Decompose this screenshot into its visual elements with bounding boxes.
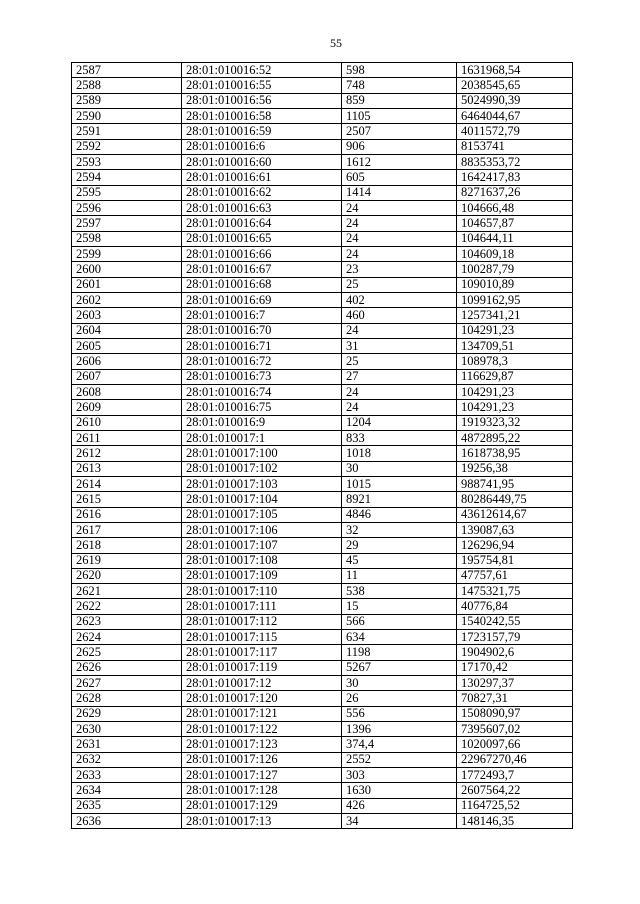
row-number-cell: 2594 — [72, 170, 182, 185]
cadastral-value-cell: 1618738,95 — [457, 446, 573, 461]
cadastral-number-cell: 28:01:010016:63 — [182, 200, 342, 215]
area-cell: 24 — [342, 200, 457, 215]
table-row — [72, 768, 573, 783]
area-cell: 24 — [342, 246, 457, 261]
cadastral-value-cell: 126296,94 — [457, 538, 573, 553]
cadastral-number-cell: 28:01:010017:129 — [182, 798, 342, 813]
area-cell: 30 — [342, 676, 457, 691]
area-cell: 24 — [342, 400, 457, 415]
cadastral-value-cell: 104291,23 — [457, 384, 573, 399]
cadastral-number-cell: 28:01:010017:126 — [182, 752, 342, 767]
table-row — [72, 216, 573, 231]
cadastral-number-cell: 28:01:010016:72 — [182, 354, 342, 369]
row-number-cell: 2633 — [72, 768, 182, 783]
cadastral-number-cell: 28:01:010017:109 — [182, 568, 342, 583]
area-cell: 25 — [342, 277, 457, 292]
cadastral-number-cell: 28:01:010016:68 — [182, 277, 342, 292]
area-cell: 1396 — [342, 722, 457, 737]
cadastral-number-cell: 28:01:010016:52 — [182, 63, 342, 78]
cadastral-value-cell: 104666,48 — [457, 200, 573, 215]
cadastral-value-cell: 17170,42 — [457, 660, 573, 675]
area-cell: 8921 — [342, 492, 457, 507]
table-row — [72, 308, 573, 323]
area-cell: 45 — [342, 553, 457, 568]
row-number-cell: 2605 — [72, 338, 182, 353]
cadastral-value-cell: 109010,89 — [457, 277, 573, 292]
table-row — [72, 292, 573, 307]
cadastral-value-cell: 2607564,22 — [457, 783, 573, 798]
cadastral-number-cell: 28:01:010016:67 — [182, 262, 342, 277]
area-cell: 24 — [342, 231, 457, 246]
table-row — [72, 660, 573, 675]
cadastral-number-cell: 28:01:010016:55 — [182, 78, 342, 93]
row-number-cell: 2618 — [72, 538, 182, 553]
table-row — [72, 752, 573, 767]
area-cell: 1015 — [342, 476, 457, 491]
cadastral-value-cell: 1475321,75 — [457, 584, 573, 599]
table-row — [72, 93, 573, 108]
area-cell: 1612 — [342, 154, 457, 169]
cadastral-value-cell: 104657,87 — [457, 216, 573, 231]
area-cell: 2507 — [342, 124, 457, 139]
table-row — [72, 691, 573, 706]
row-number-cell: 2630 — [72, 722, 182, 737]
row-number-cell: 2607 — [72, 369, 182, 384]
row-number-cell: 2616 — [72, 507, 182, 522]
row-number-cell: 2595 — [72, 185, 182, 200]
row-number-cell: 2598 — [72, 231, 182, 246]
cadastral-value-cell: 1723157,79 — [457, 630, 573, 645]
cadastral-value-cell: 1631968,54 — [457, 63, 573, 78]
cadastral-number-cell: 28:01:010016:66 — [182, 246, 342, 261]
area-cell: 24 — [342, 216, 457, 231]
row-number-cell: 2624 — [72, 630, 182, 645]
table-row — [72, 369, 573, 384]
area-cell: 24 — [342, 323, 457, 338]
area-cell: 748 — [342, 78, 457, 93]
cadastral-value-cell: 19256,38 — [457, 461, 573, 476]
table-row — [72, 277, 573, 292]
cadastral-number-cell: 28:01:010016:69 — [182, 292, 342, 307]
cadastral-number-cell: 28:01:010017:112 — [182, 614, 342, 629]
area-cell: 34 — [342, 814, 457, 829]
cadastral-number-cell: 28:01:010017:119 — [182, 660, 342, 675]
table-row — [72, 338, 573, 353]
cadastral-value-cell: 47757,61 — [457, 568, 573, 583]
row-number-cell: 2603 — [72, 308, 182, 323]
cadastral-value-cell: 104644,11 — [457, 231, 573, 246]
row-number-cell: 2591 — [72, 124, 182, 139]
row-number-cell: 2625 — [72, 645, 182, 660]
cadastral-number-cell: 28:01:010017:13 — [182, 814, 342, 829]
row-number-cell: 2608 — [72, 384, 182, 399]
row-number-cell: 2599 — [72, 246, 182, 261]
area-cell: 15 — [342, 599, 457, 614]
table-row — [72, 415, 573, 430]
table-row — [72, 645, 573, 660]
row-number-cell: 2636 — [72, 814, 182, 829]
table-row — [72, 568, 573, 583]
cadastral-number-cell: 28:01:010016:58 — [182, 108, 342, 123]
area-cell: 24 — [342, 384, 457, 399]
cadastral-number-cell: 28:01:010017:100 — [182, 446, 342, 461]
row-number-cell: 2623 — [72, 614, 182, 629]
cadastral-value-cell: 130297,37 — [457, 676, 573, 691]
cadastral-number-cell: 28:01:010017:108 — [182, 553, 342, 568]
table-row — [72, 430, 573, 445]
cadastral-value-cell: 1020097,66 — [457, 737, 573, 752]
table-row — [72, 323, 573, 338]
cadastral-number-cell: 28:01:010016:7 — [182, 308, 342, 323]
cadastral-number-cell: 28:01:010017:123 — [182, 737, 342, 752]
cadastral-value-cell: 2038545,65 — [457, 78, 573, 93]
cadastral-number-cell: 28:01:010016:62 — [182, 185, 342, 200]
table-row — [72, 139, 573, 154]
cadastral-number-cell: 28:01:010017:122 — [182, 722, 342, 737]
cadastral-value-cell: 4872895,22 — [457, 430, 573, 445]
area-cell: 556 — [342, 706, 457, 721]
row-number-cell: 2632 — [72, 752, 182, 767]
cadastral-value-cell: 7395607,02 — [457, 722, 573, 737]
area-cell: 1630 — [342, 783, 457, 798]
cadastral-number-cell: 28:01:010017:110 — [182, 584, 342, 599]
area-cell: 605 — [342, 170, 457, 185]
row-number-cell: 2617 — [72, 522, 182, 537]
cadastral-number-cell: 28:01:010016:64 — [182, 216, 342, 231]
row-number-cell: 2611 — [72, 430, 182, 445]
area-cell: 5267 — [342, 660, 457, 675]
area-cell: 32 — [342, 522, 457, 537]
table-row — [72, 630, 573, 645]
row-number-cell: 2590 — [72, 108, 182, 123]
cadastral-number-cell: 28:01:010016:56 — [182, 93, 342, 108]
area-cell: 833 — [342, 430, 457, 445]
cadastral-number-cell: 28:01:010017:120 — [182, 691, 342, 706]
cadastral-number-cell: 28:01:010016:9 — [182, 415, 342, 430]
cadastral-value-cell: 1164725,52 — [457, 798, 573, 813]
row-number-cell: 2604 — [72, 323, 182, 338]
area-cell: 1414 — [342, 185, 457, 200]
row-number-cell: 2600 — [72, 262, 182, 277]
table-row — [72, 522, 573, 537]
row-number-cell: 2627 — [72, 676, 182, 691]
row-number-cell: 2612 — [72, 446, 182, 461]
table-row — [72, 200, 573, 215]
area-cell: 11 — [342, 568, 457, 583]
row-number-cell: 2631 — [72, 737, 182, 752]
row-number-cell: 2606 — [72, 354, 182, 369]
cadastral-number-cell: 28:01:010017:12 — [182, 676, 342, 691]
cadastral-value-cell: 80286449,75 — [457, 492, 573, 507]
area-cell: 402 — [342, 292, 457, 307]
cadastral-value-cell: 8271637,26 — [457, 185, 573, 200]
table-row — [72, 108, 573, 123]
table-row — [72, 400, 573, 415]
table-row — [72, 538, 573, 553]
cadastral-value-cell: 22967270,46 — [457, 752, 573, 767]
cadastral-number-cell: 28:01:010017:107 — [182, 538, 342, 553]
table-row — [72, 185, 573, 200]
area-cell: 460 — [342, 308, 457, 323]
row-number-cell: 2619 — [72, 553, 182, 568]
cadastral-value-cell: 104291,23 — [457, 400, 573, 415]
cadastral-number-cell: 28:01:010016:6 — [182, 139, 342, 154]
row-number-cell: 2588 — [72, 78, 182, 93]
table-row — [72, 599, 573, 614]
row-number-cell: 2593 — [72, 154, 182, 169]
cadastral-number-cell: 28:01:010017:105 — [182, 507, 342, 522]
area-cell: 2552 — [342, 752, 457, 767]
table-row — [72, 461, 573, 476]
cadastral-number-cell: 28:01:010017:115 — [182, 630, 342, 645]
table-row — [72, 78, 573, 93]
cadastral-value-cell: 1508090,97 — [457, 706, 573, 721]
row-number-cell: 2635 — [72, 798, 182, 813]
cadastral-value-cell: 1772493,7 — [457, 768, 573, 783]
table-row — [72, 262, 573, 277]
table-row — [72, 154, 573, 169]
area-cell: 303 — [342, 768, 457, 783]
table-row — [72, 354, 573, 369]
row-number-cell: 2597 — [72, 216, 182, 231]
table-row — [72, 676, 573, 691]
cadastral-value-cell: 988741,95 — [457, 476, 573, 491]
table-row — [72, 63, 573, 78]
table-row — [72, 492, 573, 507]
table-body — [72, 63, 573, 829]
row-number-cell: 2601 — [72, 277, 182, 292]
cadastral-value-cell: 1642417,83 — [457, 170, 573, 185]
area-cell: 374,4 — [342, 737, 457, 752]
table-row — [72, 246, 573, 261]
table-row — [72, 384, 573, 399]
row-number-cell: 2629 — [72, 706, 182, 721]
row-number-cell: 2626 — [72, 660, 182, 675]
row-number-cell: 2613 — [72, 461, 182, 476]
area-cell: 566 — [342, 614, 457, 629]
row-number-cell: 2620 — [72, 568, 182, 583]
cadastral-number-cell: 28:01:010016:70 — [182, 323, 342, 338]
cadastral-value-cell: 195754,81 — [457, 553, 573, 568]
area-cell: 906 — [342, 139, 457, 154]
cadastral-value-cell: 1257341,21 — [457, 308, 573, 323]
cadastral-number-cell: 28:01:010016:65 — [182, 231, 342, 246]
table-row — [72, 446, 573, 461]
cadastral-number-cell: 28:01:010016:61 — [182, 170, 342, 185]
cadastral-value-cell: 139087,63 — [457, 522, 573, 537]
row-number-cell: 2628 — [72, 691, 182, 706]
table-row — [72, 783, 573, 798]
cadastral-number-cell: 28:01:010016:73 — [182, 369, 342, 384]
cadastral-number-cell: 28:01:010017:117 — [182, 645, 342, 660]
area-cell: 1198 — [342, 645, 457, 660]
row-number-cell: 2614 — [72, 476, 182, 491]
cadastral-value-cell: 134709,51 — [457, 338, 573, 353]
cadastral-value-cell: 104291,23 — [457, 323, 573, 338]
area-cell: 27 — [342, 369, 457, 384]
cadastral-value-cell: 104609,18 — [457, 246, 573, 261]
cadastral-value-cell: 1919323,32 — [457, 415, 573, 430]
cadastral-value-cell: 43612614,67 — [457, 507, 573, 522]
area-cell: 29 — [342, 538, 457, 553]
table-row — [72, 614, 573, 629]
cadastral-number-cell: 28:01:010017:127 — [182, 768, 342, 783]
area-cell: 634 — [342, 630, 457, 645]
table-row — [72, 124, 573, 139]
row-number-cell: 2602 — [72, 292, 182, 307]
area-cell: 1204 — [342, 415, 457, 430]
table-row — [72, 798, 573, 813]
area-cell: 26 — [342, 691, 457, 706]
area-cell: 25 — [342, 354, 457, 369]
cadastral-value-cell: 5024990,39 — [457, 93, 573, 108]
row-number-cell: 2634 — [72, 783, 182, 798]
table-row — [72, 814, 573, 829]
cadastral-number-cell: 28:01:010017:102 — [182, 461, 342, 476]
row-number-cell: 2592 — [72, 139, 182, 154]
cadastral-value-cell: 6464044,67 — [457, 108, 573, 123]
area-cell: 23 — [342, 262, 457, 277]
cadastral-value-cell: 1904902,6 — [457, 645, 573, 660]
cadastral-number-cell: 28:01:010017:104 — [182, 492, 342, 507]
row-number-cell: 2610 — [72, 415, 182, 430]
table-row — [72, 722, 573, 737]
cadastral-value-cell: 70827,31 — [457, 691, 573, 706]
cadastral-number-cell: 28:01:010017:106 — [182, 522, 342, 537]
page-number: 55 — [330, 36, 342, 50]
area-cell: 1018 — [342, 446, 457, 461]
row-number-cell: 2615 — [72, 492, 182, 507]
cadastral-number-cell: 28:01:010016:75 — [182, 400, 342, 415]
cadastral-number-cell: 28:01:010017:121 — [182, 706, 342, 721]
cadastral-number-cell: 28:01:010017:111 — [182, 599, 342, 614]
cadastral-number-cell: 28:01:010017:103 — [182, 476, 342, 491]
row-number-cell: 2621 — [72, 584, 182, 599]
row-number-cell: 2596 — [72, 200, 182, 215]
cadastral-value-cell: 8835353,72 — [457, 154, 573, 169]
cadastral-number-cell: 28:01:010016:71 — [182, 338, 342, 353]
table-row — [72, 584, 573, 599]
area-cell: 31 — [342, 338, 457, 353]
cadastral-value-cell: 1099162,95 — [457, 292, 573, 307]
area-cell: 426 — [342, 798, 457, 813]
table-row — [72, 476, 573, 491]
cadastral-value-cell: 148146,35 — [457, 814, 573, 829]
row-number-cell: 2589 — [72, 93, 182, 108]
cadastral-value-cell: 100287,79 — [457, 262, 573, 277]
row-number-cell: 2609 — [72, 400, 182, 415]
row-number-cell: 2587 — [72, 63, 182, 78]
row-number-cell: 2622 — [72, 599, 182, 614]
area-cell: 30 — [342, 461, 457, 476]
cadastral-value-cell: 8153741 — [457, 139, 573, 154]
cadastral-number-cell: 28:01:010016:74 — [182, 384, 342, 399]
cadastral-value-cell: 40776,84 — [457, 599, 573, 614]
area-cell: 4846 — [342, 507, 457, 522]
cadastral-value-cell: 1540242,55 — [457, 614, 573, 629]
table-row — [72, 231, 573, 246]
area-cell: 1105 — [342, 108, 457, 123]
cadastral-number-cell: 28:01:010017:1 — [182, 430, 342, 445]
cadastral-number-cell: 28:01:010017:128 — [182, 783, 342, 798]
cadastral-number-cell: 28:01:010016:59 — [182, 124, 342, 139]
cadastral-value-cell: 4011572,79 — [457, 124, 573, 139]
table-row — [72, 737, 573, 752]
table-row — [72, 706, 573, 721]
table-row — [72, 170, 573, 185]
cadastral-value-cell: 108978,3 — [457, 354, 573, 369]
area-cell: 538 — [342, 584, 457, 599]
table-row — [72, 507, 573, 522]
cadastral-value-cell: 116629,87 — [457, 369, 573, 384]
area-cell: 598 — [342, 63, 457, 78]
table-row — [72, 553, 573, 568]
cadastral-number-cell: 28:01:010016:60 — [182, 154, 342, 169]
cadastral-table — [71, 62, 573, 829]
area-cell: 859 — [342, 93, 457, 108]
